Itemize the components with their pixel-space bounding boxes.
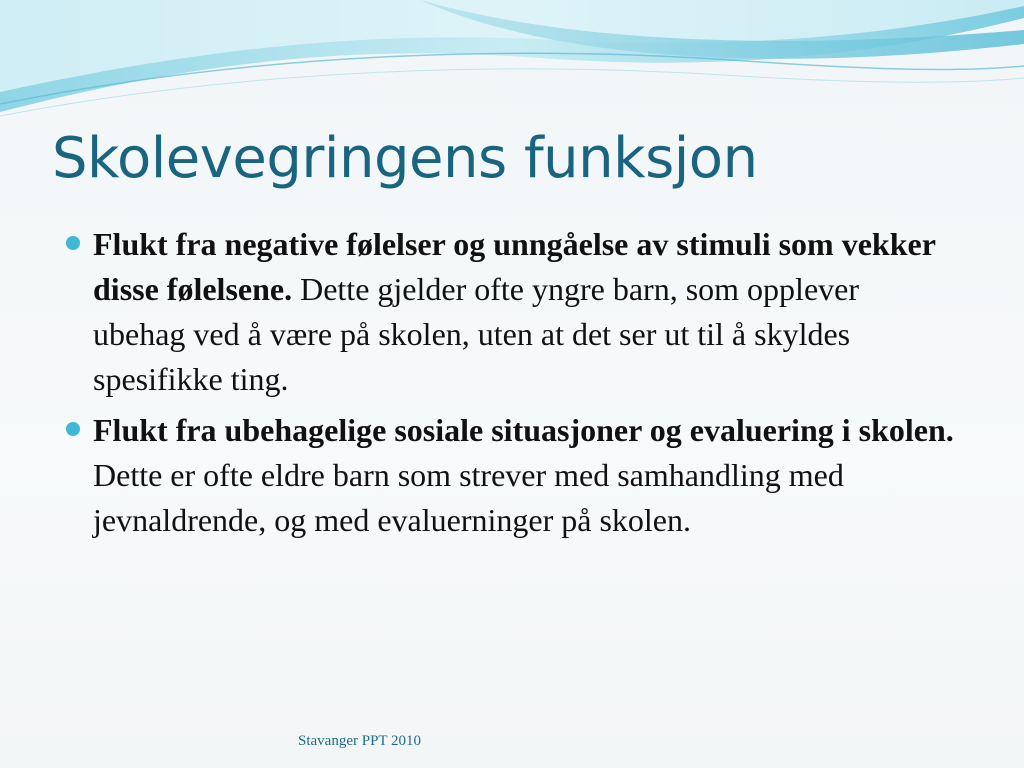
bullet-item-1 xyxy=(66,222,956,402)
bullet-marker-icon xyxy=(66,422,80,436)
header-wave-decoration xyxy=(0,0,1024,130)
slide-footer: Stavanger PPT 2010 xyxy=(298,733,422,749)
bullet-1-bold-text: Flukt fra negative følelser og unngåelse av stimuli som vekker disse følelsene. xyxy=(93,226,936,307)
bullet-item-2 xyxy=(66,408,956,543)
bullet-1-text: Dette gjelder ofte yngre barn, som opplever ubehag ved å være på skolen, uten at det ser ut til å skyldes spesifikke ting. xyxy=(93,271,859,397)
bullet-2-bold-text: Flukt fra ubehagelige sosiale situasjoner og evaluering i skolen. xyxy=(93,412,954,448)
bullet-2-text: Dette er ofte eldre barn som strever med samhandling med jevnaldrende, og med evaluerninger på skolen. xyxy=(93,457,844,538)
slide-title: Skolevegringens funksjon xyxy=(52,126,758,191)
bullet-marker-icon xyxy=(66,236,80,250)
bullet-list xyxy=(66,222,956,549)
